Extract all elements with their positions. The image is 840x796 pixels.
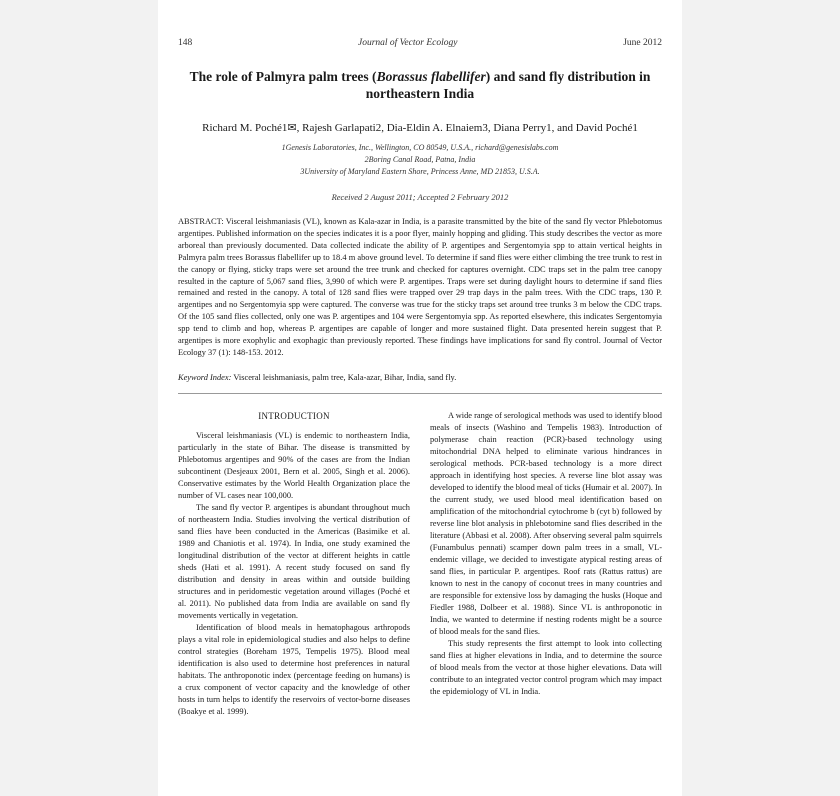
paper-page [158, 0, 682, 796]
title-part-2: ) and sand fly distribution in northeastern India [365, 69, 651, 101]
keyword-text: Visceral leishmaniasis, palm tree, Kala-azar, Bihar, India, sand fly. [231, 372, 457, 382]
affiliation-2: 2Boring Canal Road, Patna, India [364, 155, 476, 164]
affiliation-1: 1Genesis Laboratories, Inc., Wellington, CO 80549, U.S.A., richard@genesislabs.com [281, 143, 559, 152]
body-columns [178, 410, 662, 718]
left-paragraph-3: Identification of blood meals in hematophagous arthropods plays a vital role in epidemiological studies and also helps to define control strategies (Boreham 1975, Tempelis 1975). Blood meal identification is also used to determine host preferences in natural habitats. The anthroponotic index (percentage feeding on humans) is a crux component of vector capacity and the knowledge of other hosts in turn helps to identify the reservoirs of vector-borne diseases (Boakye et al. 1999). [178, 622, 410, 716]
title-species: Borassus flabellifer [376, 69, 486, 84]
introduction-heading: INTRODUCTION [258, 410, 330, 421]
paper-title [188, 68, 652, 102]
received-dates: Received 2 August 2011; Accepted 2 February 2012 [331, 192, 509, 202]
page-number: 148 [178, 38, 193, 48]
abstract-text: ABSTRACT: Visceral leishmaniasis (VL), known as Kala-azar in India, is a parasite transmitted by the bite of the sand fly vector Phlebotomus argentipes. Published information on the species indicates it is a poor flyer, mainly hopping and gliding. This study describes the vector as more arboreal than previously documented. Data collected indicate the ability of P. argentipes and Sergentomyia spp to attain vertical heights in Palmyra palm trees Borassus flabellifer up to 18.4 m above ground level. To determine if sand flies were either climbing the tree trunk to rest in the canopy or flying, sticky traps were set around the tree trunk and checked for captures overnight. CDC traps set in the palm tree canopy resulted in the capture of 5,067 sand flies, 3,990 of which were P. argentipes. Traps were set during daylight hours to determine if sand flies remained and rested in the canopy. A total of 128 sand flies were trapped over 29 trap days in the palm trees. With the CDC traps, 130 P. argentipes and no Sergentomyia spp were captured. The converse was true for the sticky traps set around tree trunks 3 m below the CDC traps. Of the 105 sand flies collected, only one was P. argentipes and 104 were Sergentomyia spp. As reported elsewhere, this indicates Sergentomyia spp tend to climb and hop, whereas P. argentipes are capable of longer and more sustained flight. Data presented herein suggest that P. argentipes is more exophylic and exophagic than previously reported. These findings have implications for sand fly control. Journal of Vector Ecology 37 (1): 148-153. 2012. [178, 217, 662, 357]
running-header [178, 38, 662, 48]
affiliations [178, 142, 662, 178]
left-column [178, 410, 410, 718]
affiliation-3: 3University of Maryland Eastern Shore, Princess Anne, MD 21853, U.S.A. [300, 167, 540, 176]
issue-date: June 2012 [623, 38, 662, 48]
author-list: Richard M. Poché1✉, Rajesh Garlapati2, Dia-Eldin A. Elnaiem3, Diana Perry1, and David Poché1 [202, 122, 638, 134]
keyword-label: Keyword Index: [178, 372, 232, 382]
abstract [178, 216, 662, 359]
right-column [430, 410, 662, 718]
journal-name: Journal of Vector Ecology [357, 38, 458, 48]
right-paragraph-1: A wide range of serological methods was used to identify blood meals of insects (Washino and Tempelis 1983). Introduction of polymerase chain reaction (PCR)-based technology using mitochondrial DNA helped to eliminate various hindrances in serological methods. PCR-based technology is a more direct approach in identifying host species. A reverse line blot assay was developed to identify the blood meal of ticks (Humair et al. 2007). In the current study, we used blood meal identification based on amplification of the mitochondrial cytochrome b (cyt b) followed by reverse line blot analysis in phlebotomine sand flies described in the literature (Abbasi et al. 2008). After observing several palm squirrels (Funambulus pennati) scamper down palm trees in a small, VL-endemic village, we decided to investigate atypical resting areas of sand flies, in particular P. argentipes. Roof rats (Rattus rattus) are known to nest in the canopy of coconut trees in many countries and are responsible for extensive loss by damaging the husks (Hoque and Fiedler 1988, Dolbeer et al. 1988). Since VL is anthroponotic in India, we wanted to determine if nesting rodents might be a source of blood meals for the sand flies. [430, 410, 662, 636]
right-paragraph-2: This study represents the first attempt to look into collecting sand flies at higher elevations in India, and to determine the source of blood meals from the vector at those higher elevations. Data will contribute to an integrated vector control program which may impact the epidemiology of VL in India. [430, 638, 662, 696]
section-divider [178, 393, 662, 394]
left-paragraph-2: The sand fly vector P. argentipes is abundant throughout much of northeastern India. Studies involving the vertical distribution of sand flies have been conducted in the Americas (Basimike et al. 1989 and Chaniotis et al. 1974). In India, one study examined the longitudinal distribution of the vector at different heights in cattle sheds (Hati et al. 1991). A recent study focused on sand fly distribution and density in areas within and outside building structures and in peridomestic vegetation around villages (Poché et al. 2011). No published data from India are available on sand fly movements vertically in vegetation. [178, 502, 410, 620]
keyword-index [178, 373, 662, 382]
left-paragraph-1: Visceral leishmaniasis (VL) is endemic to northeastern India, particularly in the state of Bihar. The disease is transmitted by Phlebotomus argentipes and 90% of the cases are from the Indian subcontinent (Desjeaux 2001, Bern et al. 2005, Singh et al. 2006). Conservative estimates by the World Health Organization place the number of VL cases near 100,000. [178, 430, 410, 500]
title-part-1: The role of Palmyra palm trees ( [189, 69, 377, 84]
